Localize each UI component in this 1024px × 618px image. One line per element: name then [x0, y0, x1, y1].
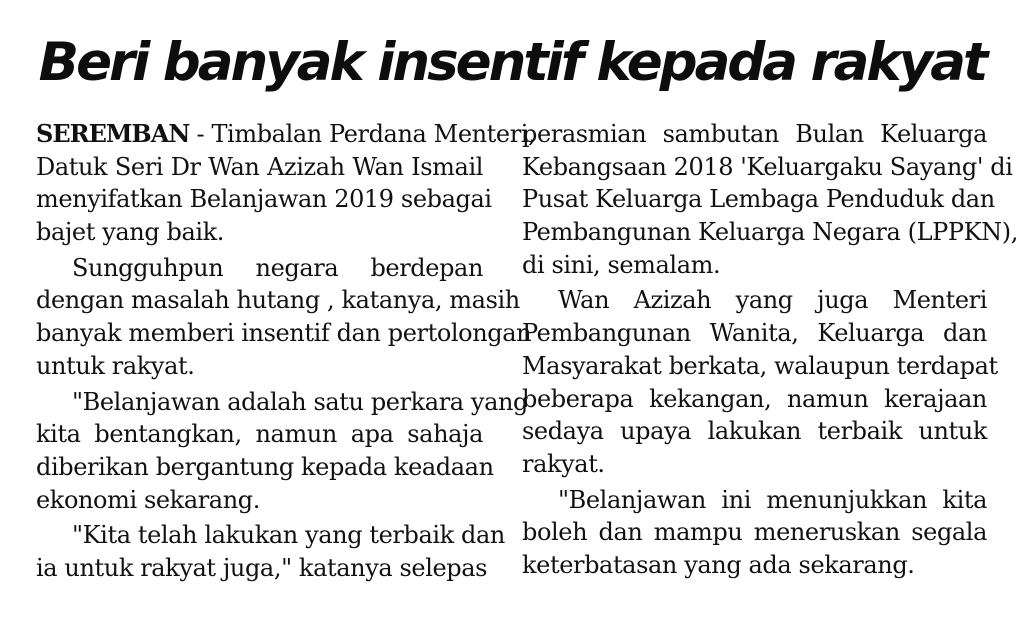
text-line: sedaya upaya lakukan terbaik untuk [522, 417, 987, 446]
text-line: di sini, semalam. [522, 250, 721, 279]
right-column [522, 118, 1018, 582]
text-line: kita bentangkan, namun apa sahaja [36, 420, 483, 449]
text-line: Pembangunan Keluarga Negara (LPPKN), [522, 218, 1018, 247]
text-line: Sungguhpun negara berdepan [72, 253, 483, 282]
text-segment: - Timbalan Perdana Menteri, [196, 120, 536, 148]
text-line: bajet yang baik. [36, 218, 225, 247]
dateline: SEREMBAN [36, 119, 190, 148]
text-line: "Belanjawan ini menunjukkan kita [558, 485, 987, 514]
text-line: "Belanjawan adalah satu perkara yang [72, 387, 529, 416]
text-line: untuk rakyat. [36, 351, 195, 380]
text-line: diberikan bergantung kepada keadaan [36, 452, 494, 481]
text-line: Masyarakat berkata, walaupun terdapat [522, 351, 998, 380]
text-line: perasmian sambutan Bulan Keluarga [522, 120, 987, 148]
text-line: Wan Azizah yang juga Menteri [558, 286, 987, 315]
headline: Beri banyak insentif kepada rakyat [38, 32, 986, 93]
text-line: menyifatkan Belanjawan 2019 sebagai [36, 185, 492, 214]
text-line: rakyat. [522, 449, 605, 478]
text-line: dengan masalah hutang , katanya, masih [36, 286, 520, 315]
text-line: banyak memberi insentif dan pertolongan [36, 319, 532, 348]
text-line: boleh dan mampu meneruskan segala [522, 518, 987, 547]
text-line: ekonomi sekarang. [36, 485, 260, 514]
text-line: keterbatasan yang ada sekarang. [522, 550, 915, 579]
left-column [36, 118, 536, 585]
text-line: "Kita telah lakukan yang terbaik dan [72, 521, 505, 550]
text-line: beberapa kekangan, namun kerajaan [522, 384, 987, 413]
text-line: Datuk Seri Dr Wan Azizah Wan Ismail [36, 152, 483, 181]
text-line [36, 118, 536, 151]
text-line: Kebangsaan 2018 'Keluargaku Sayang' di [522, 152, 1013, 181]
text-line: ia untuk rakyat juga," katanya selepas [36, 553, 488, 582]
text-line: Pusat Keluarga Lembaga Penduduk dan [522, 185, 995, 214]
text-line: Pembangunan Wanita, Keluarga dan [522, 319, 987, 348]
